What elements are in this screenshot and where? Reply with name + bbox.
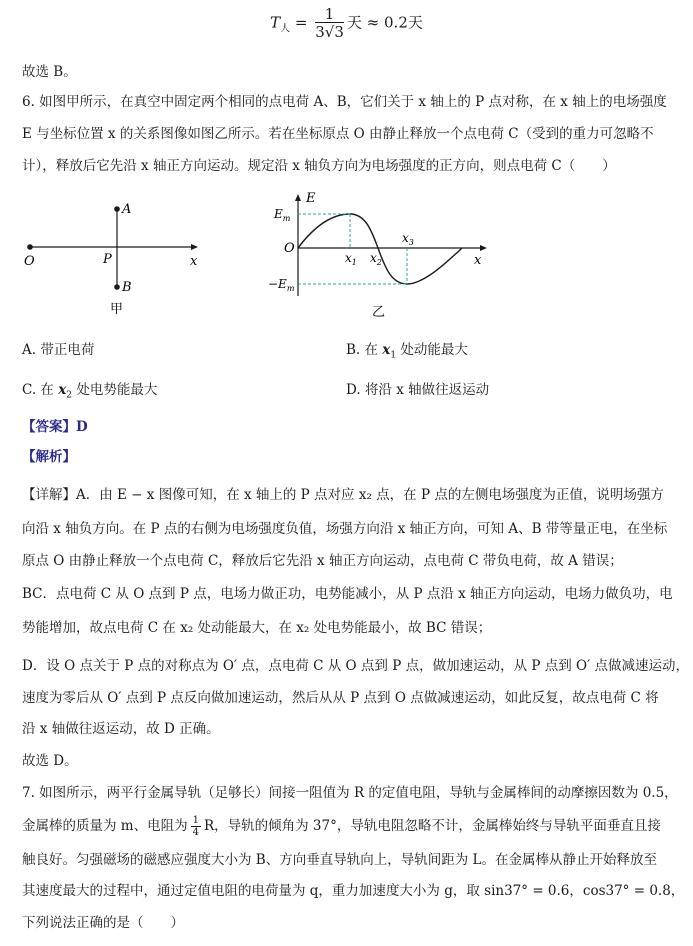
q6-conclusion: 故选 D。 (22, 753, 78, 769)
detail-line-3: 原点 O 由静止释放一个点电荷 C，释放后它先沿 x 轴正方向运动，点电荷 C 带负电荷，故 A 错误； (22, 553, 623, 569)
formula-fraction (315, 6, 344, 41)
option-c-sub: 2 (66, 390, 73, 401)
q7-line-2-post: R，导轨的倾角为 37°，导轨电阻忽略不计，金属棒始终与导轨平面垂直且接 (203, 818, 661, 834)
yi-x-arrow-icon (480, 245, 487, 251)
formula-eq: = (290, 13, 313, 32)
yi-label-negem-sub: m (286, 284, 295, 293)
q7-fraction-den: 4 (192, 827, 199, 838)
formula-numerator: 1 (315, 6, 344, 23)
option-d: D. 将沿 x 轴做往返运动 (346, 382, 490, 398)
option-c-post: 处电势能最大 (72, 382, 158, 398)
q6-stem-line2: E 与坐标位置 x 的关系图像如图乙所示。若在坐标原点 O 由静止释放一个点电荷 C（受到的重力可忽略不 (22, 126, 654, 142)
q6-stem-line1: 6. 如图甲所示，在真空中固定两个相同的点电荷 A、B，它们关于 x 轴上的 P 点对称，在 x 轴上的电场强度 (22, 94, 667, 110)
q7-fraction-num: 1 (192, 815, 199, 826)
detail-line-4: BC．点电荷 C 从 O 点到 P 点，电场力做正功，电势能减小，从 P 点沿 x 轴正方向运动，电场力做负功，电 (22, 586, 673, 602)
yi-label-x3-sub: 3 (408, 238, 414, 247)
detail-line-6: D．设 O 点关于 P 点的对称点为 O′ 点，点电荷 C 从 O 点到 P 点，做加速运动，从 P 点到 O′ 点做减速运动， (22, 658, 689, 674)
option-b-post: 处动能最大 (396, 342, 468, 358)
yi-label-x1-main: x (345, 251, 352, 265)
jia-origin-dot (27, 244, 33, 250)
q7-line-4: 其速度最大的过程中，通过定值电阻的电荷量为 q，重力加速度大小为 g，取 sin37° = 0.6，cos37° = 0.8， (22, 883, 685, 899)
option-a: A. 带正电荷 (22, 342, 95, 358)
yi-label-x3-main: x (402, 231, 409, 245)
formula-lhs: T (270, 13, 281, 32)
analysis-label: 【解析】 (22, 449, 76, 465)
yi-label-x2-sub: 2 (376, 258, 382, 267)
jia-label-b: B (122, 280, 132, 295)
yi-label-negem (268, 277, 295, 293)
yi-label-x3 (402, 231, 414, 247)
jia-label-o: O (24, 254, 35, 269)
option-c-pre: C. 在 (22, 382, 59, 398)
yi-label-em (273, 207, 291, 223)
q7-line-5: 下列说法正确的是（ ） (22, 915, 184, 931)
q6-stem-line3: 计），释放后它先沿 x 轴正方向运动。规定沿 x 轴负方向为电场强度的正方向，则点电荷 C（ ） (22, 158, 616, 174)
option-b (346, 340, 468, 366)
yi-label-em-main: E (274, 207, 283, 221)
yi-label-x: x (474, 253, 482, 268)
formula-rhs: 天 ≈ 0.2天 (346, 13, 423, 32)
yi-label-x1 (345, 251, 357, 267)
jia-label-x: x (190, 254, 198, 269)
q7-fraction (191, 815, 201, 838)
jia-x-arrow-icon (191, 244, 198, 250)
option-b-sub: 1 (390, 350, 397, 361)
option-b-pre: B. 在 (346, 342, 383, 358)
detail-line-7: 速度为零后从 O′ 点到 P 点反向做加速运动，然后从从 P 点到 O 点做减速运动，如此反复，故点电荷 C 将 (22, 690, 659, 706)
q7-line-2-pre: 金属棒的质量为 m、电阻为 (22, 818, 188, 834)
yi-label-x1-sub: 1 (351, 258, 357, 267)
yi-curve (298, 214, 462, 284)
yi-label-o: O (284, 241, 295, 256)
jia-label-p: P (103, 252, 112, 267)
formula-lhs-sub: 人 (280, 23, 291, 35)
yi-e-arrow-icon (295, 194, 301, 201)
detail-line-1: 【详解】A．由 E − x 图像可知，在 x 轴上的 P 点对应 x₂ 点，在 P 点的左侧电场强度为正值，说明场强方 (22, 487, 664, 503)
yi-label-negem-main: −E (268, 277, 287, 291)
detail-line-2: 向沿 x 轴负方向。在 P 点的右侧为电场强度负值，场强方向沿 x 轴正方向，可知 A、B 带等量正电，在坐标 (22, 521, 668, 537)
q7-line-2 (22, 815, 675, 838)
answer-label: 【答案】D (22, 419, 88, 435)
yi-label-em-sub: m (282, 214, 291, 223)
yi-label-e: E (306, 191, 316, 206)
figure-jia (20, 195, 210, 325)
figure-yi (262, 188, 492, 323)
jia-label-a: A (122, 202, 132, 217)
q7-line-1: 7. 如图所示，两平行金属导轨（足够长）间接一阻值为 R 的定值电阻，导轨与金属棒间的动摩擦因数为 0.5， (22, 785, 678, 801)
yi-caption: 乙 (372, 305, 386, 320)
option-c-var: x (58, 382, 67, 398)
jia-caption: 甲 (110, 302, 124, 317)
q7-line-3: 触良好。匀强磁场的磁感应强度大小为 B、方向垂直导轨向上，导轨间距为 L。在金属棒从静止开始释放至 (22, 852, 657, 868)
yi-label-x2-main: x (370, 251, 377, 265)
detail-line-5: 势能增加，故点电荷 C 在 x₂ 处动能最大，在 x₂ 处电势能最小，故 BC 错误； (22, 620, 492, 636)
option-c (22, 380, 157, 406)
formula-denominator: 3√3 (315, 23, 344, 41)
option-b-var: x (382, 342, 391, 358)
q5-conclusion: 故选 B。 (22, 64, 77, 80)
result-formula (0, 6, 693, 41)
jia-charge-a-dot (114, 206, 120, 212)
detail-line-8: 沿 x 轴做往返运动，故 D 正确。 (22, 721, 220, 737)
jia-charge-b-dot (114, 284, 120, 290)
